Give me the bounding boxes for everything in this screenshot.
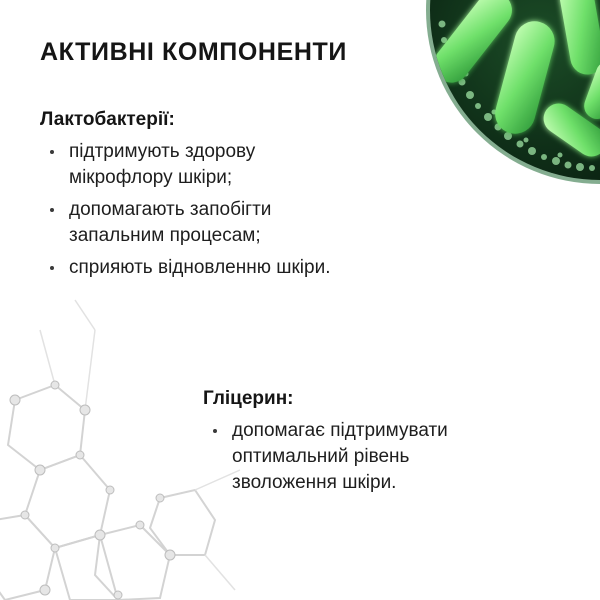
list-item-line: зволоження шкіри. <box>232 472 397 493</box>
bullet-dot-icon <box>213 429 217 433</box>
lactobacteria-section <box>40 109 400 287</box>
list-item <box>40 139 400 191</box>
list-item-line: допомагає підтримувати <box>232 420 448 441</box>
list-item-line: мікрофлору шкіри; <box>69 167 233 188</box>
glycerin-section <box>203 388 543 502</box>
bullet-dot-icon <box>50 266 54 270</box>
list-item-line: запальним процесам; <box>69 225 261 246</box>
glycerin-heading: Гліцерин: <box>203 388 294 409</box>
bullet-dot-icon <box>50 208 54 212</box>
list-item-line: сприяють відновленню шкіри. <box>69 257 331 278</box>
lactobacteria-list <box>40 139 400 281</box>
bullet-dot-icon <box>50 150 54 154</box>
lactobacteria-heading: Лактобактерії: <box>40 109 175 130</box>
list-item-line: оптимальний рівень <box>232 446 410 467</box>
page-title: АКТИВНІ КОМПОНЕНТИ <box>40 38 347 66</box>
list-item <box>40 255 400 281</box>
list-item-line: підтримують здорову <box>69 141 256 162</box>
glycerin-list <box>203 418 543 496</box>
list-item-line: допомагають запобігти <box>69 199 272 220</box>
list-item <box>40 197 400 249</box>
list-item <box>203 418 543 496</box>
